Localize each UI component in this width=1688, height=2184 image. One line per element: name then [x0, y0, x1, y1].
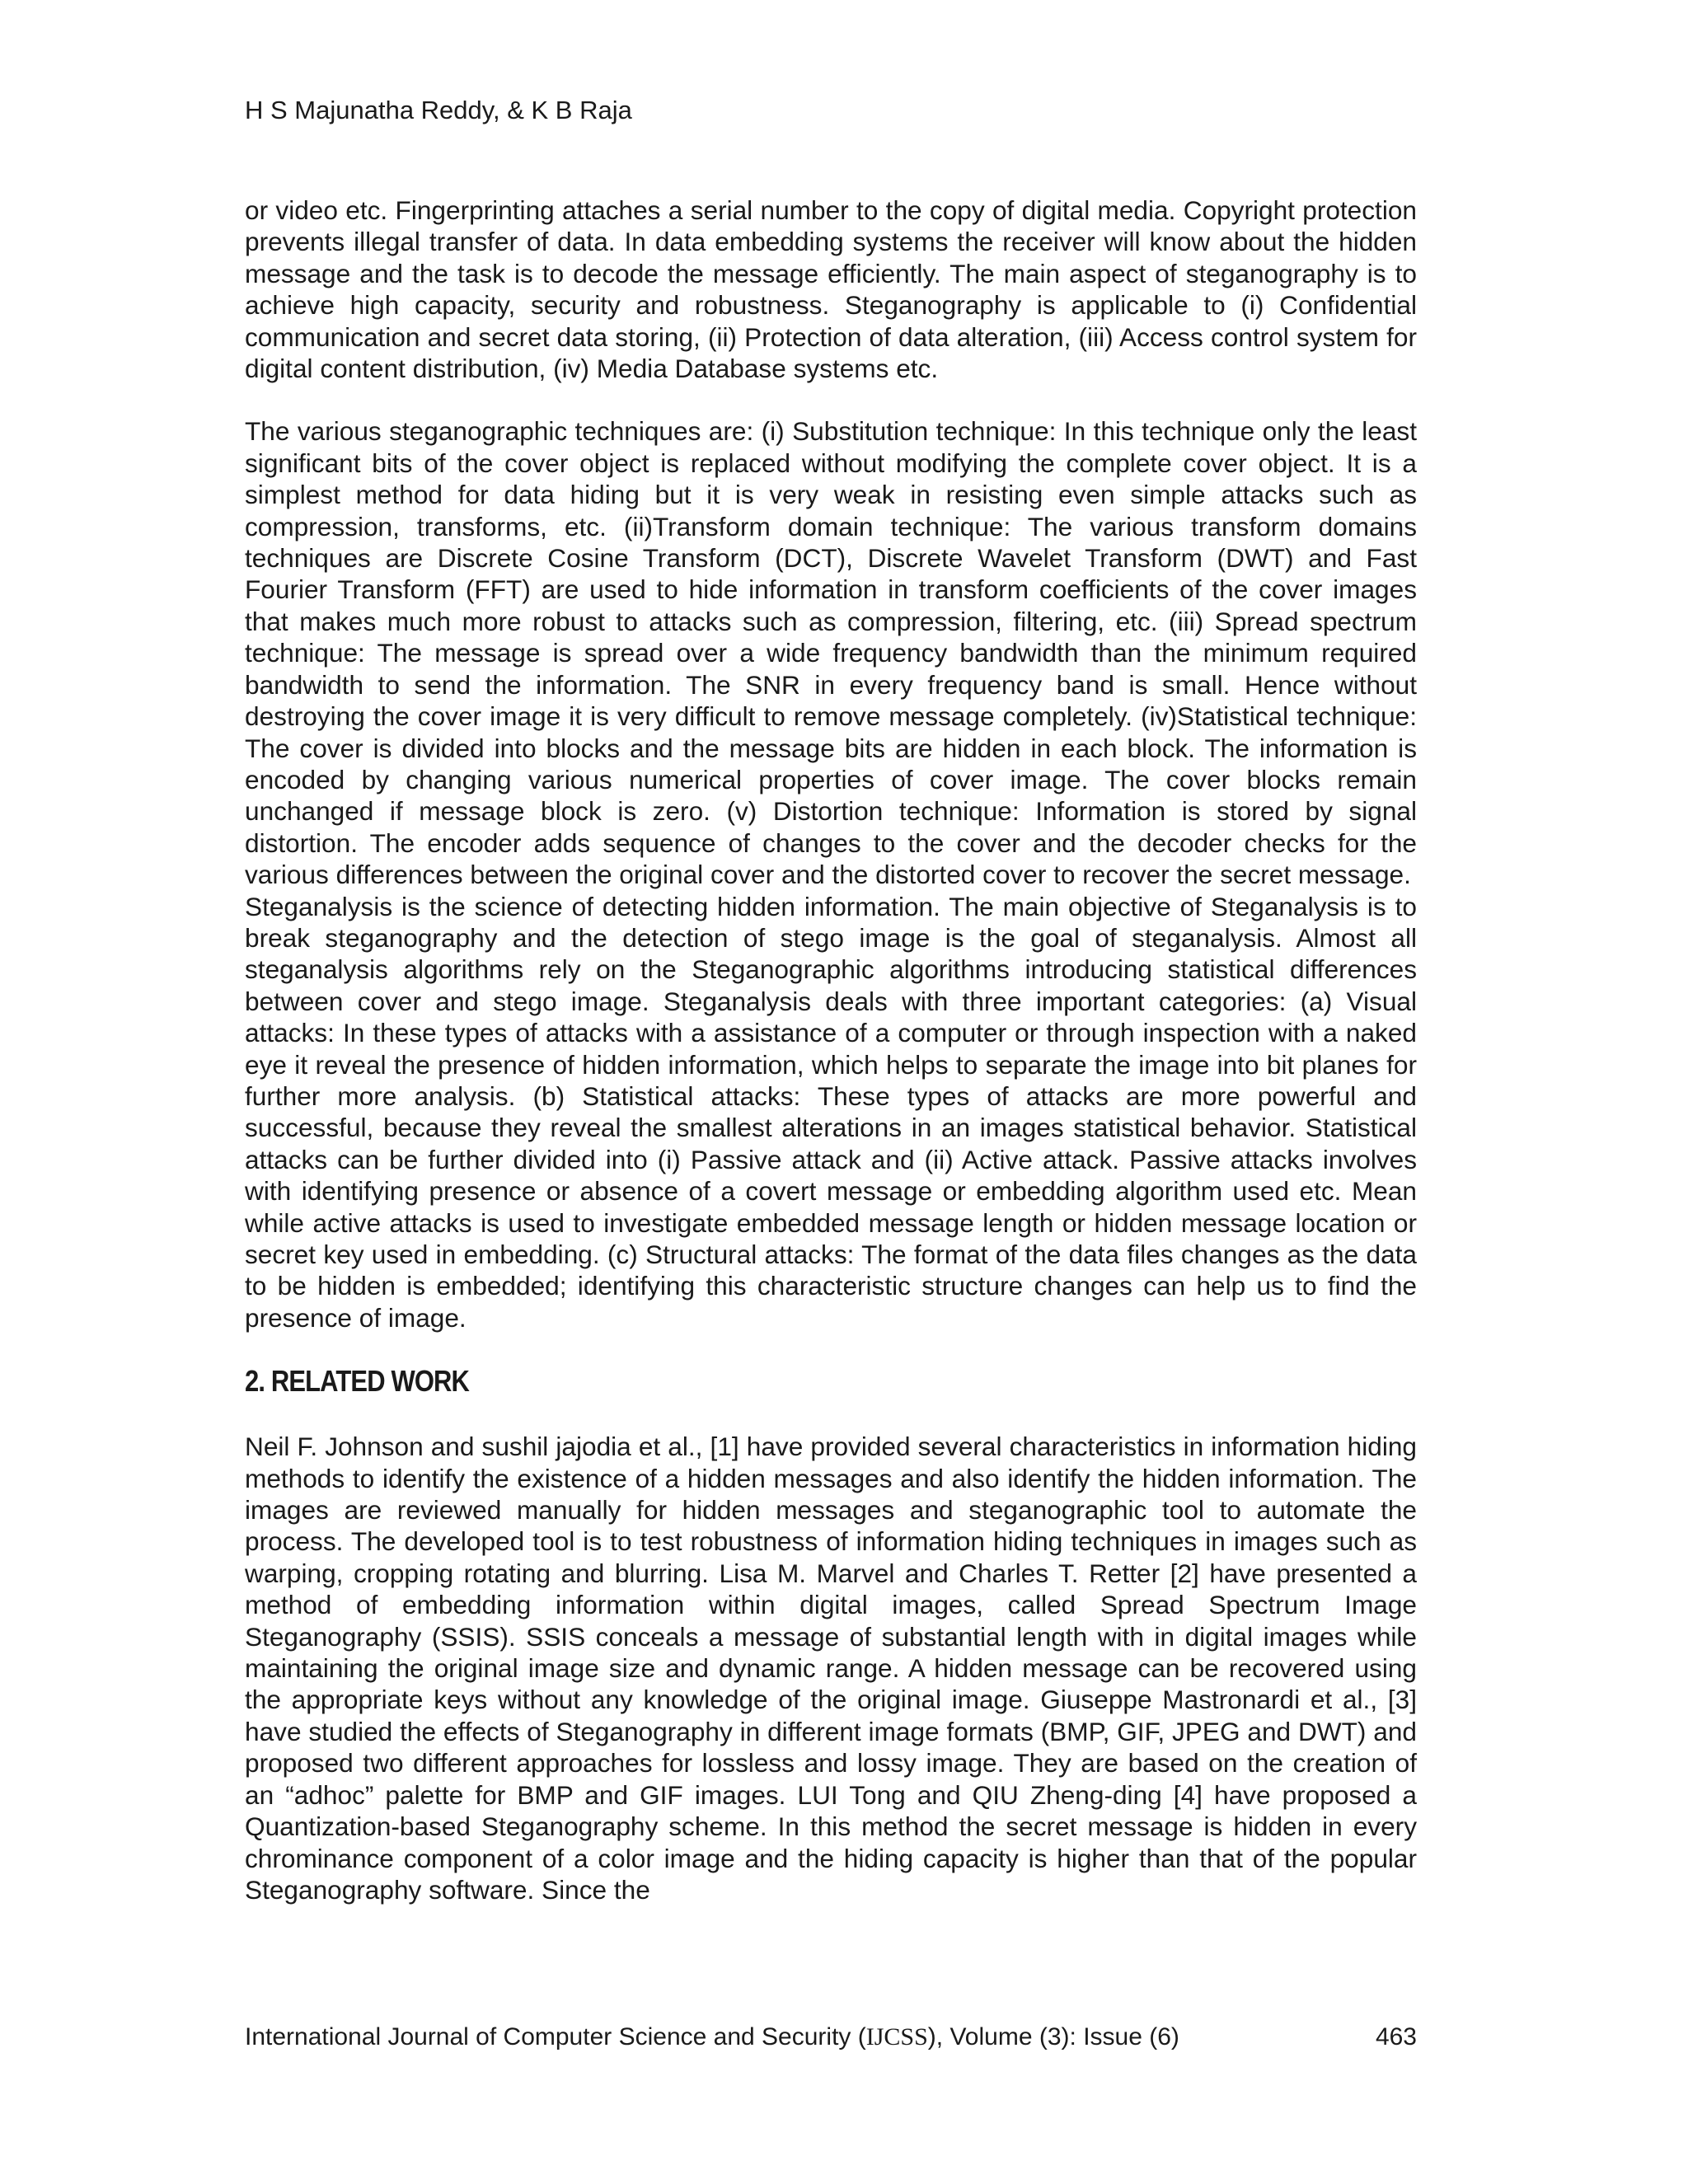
- page-footer: [245, 2022, 1417, 2053]
- body-paragraph: The various steganographic techniques are: (i) Substitution technique: In this technique only the least significant bits of the cover object is replaced without modifying the complete cover object. It is a simplest method for data hiding but it is very weak in resisting even simple attacks such as compression, transforms, etc. (ii)Transform domain technique: The various transform domains techniques are Discrete Cosine Transform (DCT), Discrete Wavelet Transform (DWT) and Fast Fourier Transform (FFT) are used to hide information in transform coefficients of the cover images that makes much more robust to attacks such as compression, filtering, etc. (iii) Spread spectrum technique: The message is spread over a wide frequency bandwidth than the minimum required bandwidth to send the information. The SNR in every frequency band is small. Hence without destroying the cover image it is very difficult to remove message completely. (iv)Statistical technique: The cover is divided into blocks and the message bits are hidden in each block. The information is encoded by changing various numerical properties of cover image. The cover blocks remain unchanged if message block is zero. (v) Distortion technique: Information is stored by signal distortion. The encoder adds sequence of changes to the cover and the decoder checks for the various differences between the original cover and the distorted cover to recover the secret message.: [245, 416, 1417, 890]
- page-number: 463: [1375, 2023, 1417, 2050]
- footer-journal-suffix: ), Volume (3): Issue (6): [927, 2023, 1179, 2050]
- footer-journal-prefix: International Journal of Computer Science and Security (: [245, 2023, 866, 2050]
- body-paragraph: Neil F. Johnson and sushil jajodia et al., [1] have provided several characteristics in information hiding methods to identify the existence of a hidden messages and also identify the hidden information. The images are reviewed manually for hidden messages and steganographic tool to automate the process. The developed tool is to test robustness of information hiding techniques in images such as warping, cropping rotating and blurring. Lisa M. Marvel and Charles T. Retter [2] have presented a method of embedding information within digital images, called Spread Spectrum Image Steganography (SSIS). SSIS conceals a message of substantial length with in digital images while maintaining the original image size and dynamic range. A hidden message can be recovered using the appropriate keys without any knowledge of the original image. Giuseppe Mastronardi et al., [3] have studied the effects of Steganography in different image formats (BMP, GIF, JPEG and DWT) and proposed two different approaches for lossless and lossy image. They are based on the creation of an “adhoc” palette for BMP and GIF images. LUI Tong and QIU Zheng-ding [4] have proposed a Quantization-based Steganography scheme. In this method the secret message is hidden in every chrominance component of a color image and the hiding capacity is higher than that of the popular Steganography software. Since the: [245, 1432, 1417, 1905]
- body-paragraph: or video etc. Fingerprinting attaches a serial number to the copy of digital media. Copyright protection prevents illegal transfer of data. In data embedding systems the receiver will know about the hidden message and the task is to decode the message efficiently. The main aspect of steganography is to achieve high capacity, security and robustness. Steganography is applicable to (i) Confidential communication and secret data storing, (ii) Protection of data alteration, (iii) Access control system for digital content distribution, (iv) Media Database systems etc.: [245, 195, 1417, 384]
- body-paragraph: Steganalysis is the science of detecting hidden information. The main objective of Steganalysis is to break steganography and the detection of stego image is the goal of steganalysis. Almost all steganalysis algorithms rely on the Steganographic algorithms introducing statistical differences between cover and stego image. Steganalysis deals with three important categories: (a) Visual attacks: In these types of attacks with a assistance of a computer or through inspection with a naked eye it reveal the presence of hidden information, which helps to separate the image into bit planes for further more analysis. (b) Statistical attacks: These types of attacks are more powerful and successful, because they reveal the smallest alterations in an images statistical behavior. Statistical attacks can be further divided into (i) Passive attack and (ii) Active attack. Passive attacks involves with identifying presence or absence of a covert message or embedding algorithm used etc. Mean while active attacks is used to investigate embedded message length or hidden message location or secret key used in embedding. (c) Structural attacks: The format of the data files changes as the data to be hidden is embedded; identifying this characteristic structure changes can help us to find the presence of image.: [245, 891, 1417, 1333]
- running-head-authors: H S Majunatha Reddy, & K B Raja: [245, 96, 632, 124]
- article-body: [245, 194, 1417, 1905]
- footer-journal-citation: [245, 2022, 1179, 2053]
- section-heading-related-work: 2. RELATED WORK: [245, 1364, 470, 1399]
- footer-journal-abbr: IJCSS: [865, 2023, 928, 2050]
